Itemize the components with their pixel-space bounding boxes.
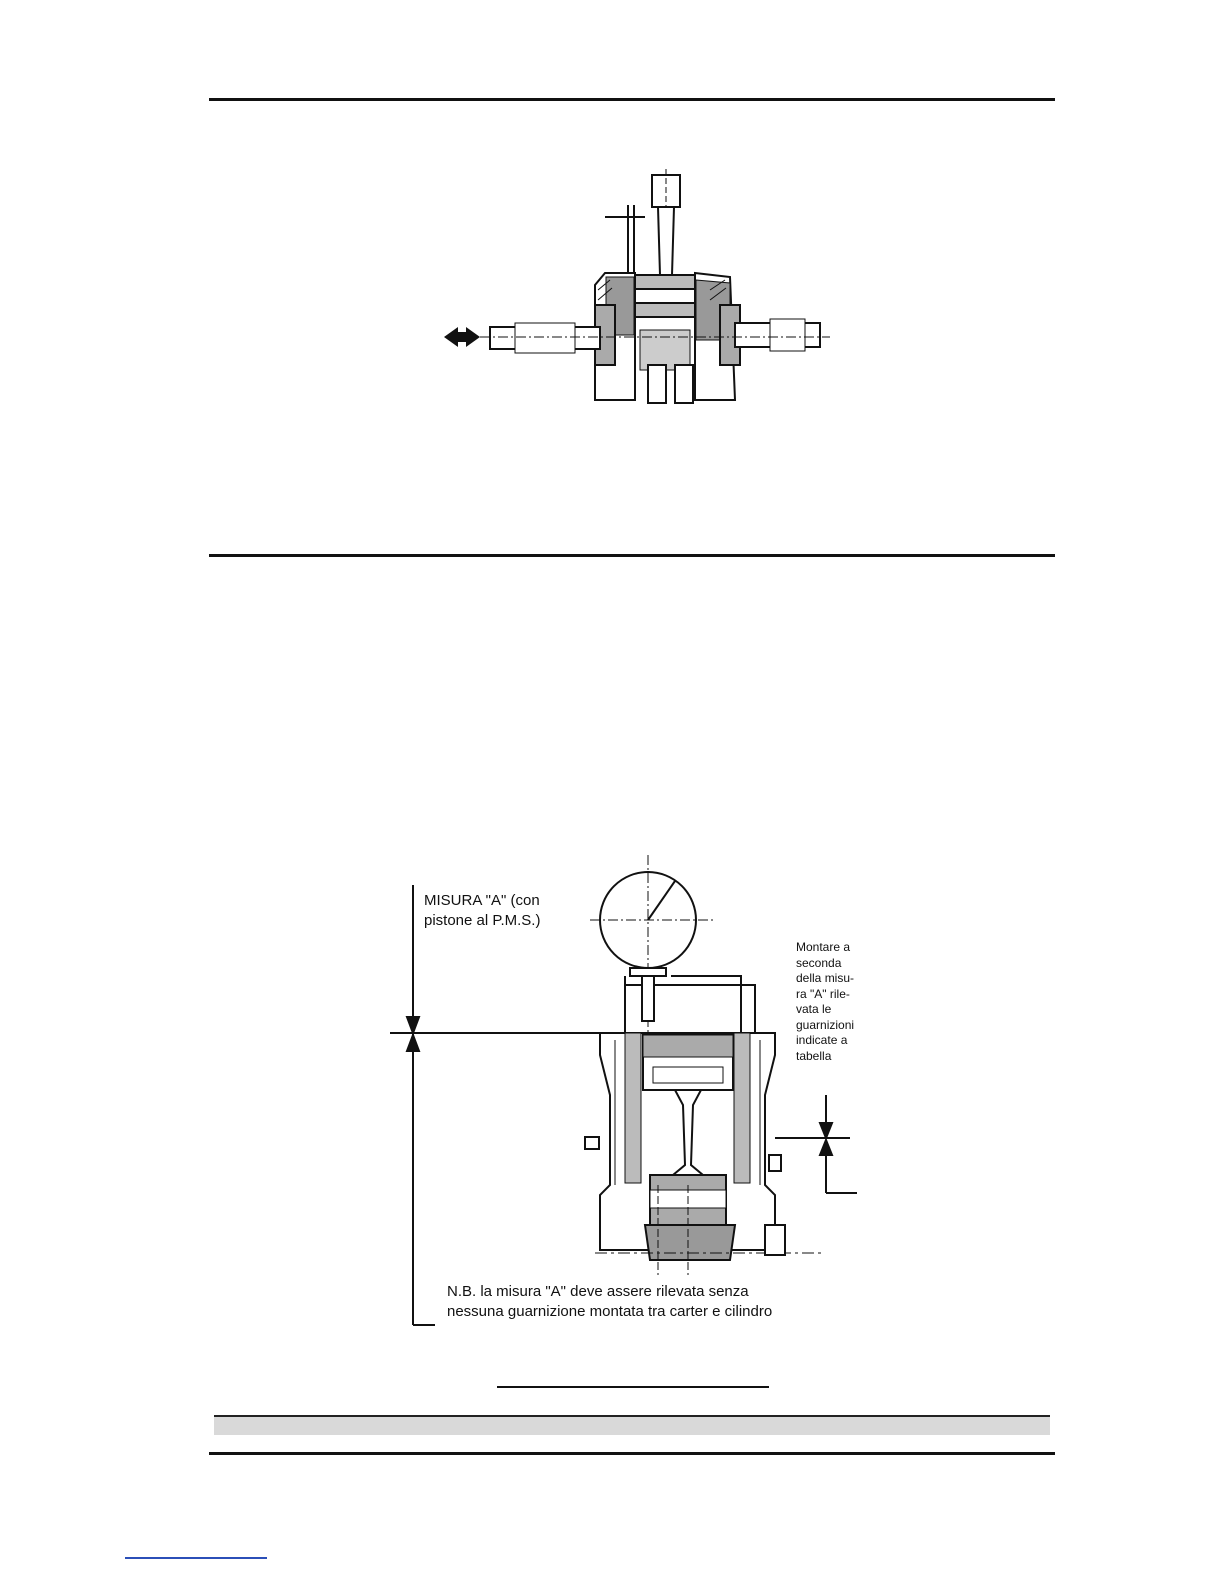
bottom-rule <box>209 1452 1055 1455</box>
note-label: N.B. la misura "A" deve assere rilevata senza nessuna guarnizione montata tra carter e cilindro <box>447 1283 773 1320</box>
middle-rule <box>209 554 1055 557</box>
crankshaft-diagram <box>430 165 840 410</box>
mount-gasket-label: Montare a seconda della misu- ra "A" rile- vata le guarnizioni indicate a tabella <box>796 940 855 1063</box>
footer-bar <box>214 1415 1050 1435</box>
top-rule <box>209 98 1055 101</box>
hyperlink-underline[interactable] <box>125 1557 267 1559</box>
caption-underline <box>497 1386 769 1388</box>
measure-a-label: MISURA "A" (con pistone al P.M.S.) <box>424 892 541 929</box>
